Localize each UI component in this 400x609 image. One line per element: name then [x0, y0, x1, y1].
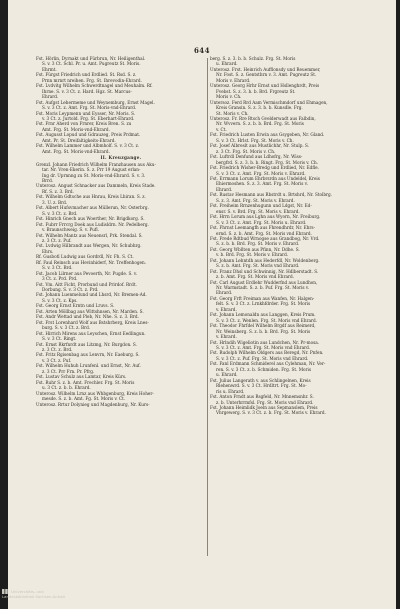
text-line: Dorbung. S. v. 3 Ct. z. Prd. [42, 287, 99, 293]
text-line: S. v. 3 Ct. z. Amt. Frg. St. Moris v. Ehrard. [216, 170, 306, 176]
text-line: S. v. 3 Ct. Schl. Pr. u. Amt. Pugreutz St. Moris. [42, 61, 141, 67]
text-line: ernd. S. z. b. Amt. Frg. St. Moris vnd Ehrard. [216, 230, 312, 236]
text-line: z. 3 Ct. Prr Frn. Pr. Pfrg. [42, 368, 95, 374]
text-line: Kreis Gransin. S. z. 3. b. b. Kunsdle. Frg. [216, 105, 303, 111]
text-line: v. Ehrard. [216, 334, 237, 340]
text-line: u. Ehrard. [216, 372, 238, 378]
text-line: Fst. Errmann Lorum Ehrbrsrdn aus Undeldel, Kreis [210, 175, 320, 181]
text-line: v. 3 Ct. z. Jurtold. Frg. St. Eberhart-Ehrard. [42, 115, 135, 121]
text-line: Fst. Jacob Lilrner aus Pevoerth, Nr. Pugde. S. v. [36, 270, 138, 276]
right-column [210, 56, 376, 416]
text-line: u. Ehrard. [216, 61, 238, 67]
text-line: ren. S. v. 3 Ct. z. b. Schmiden. Frg. St. Moris [216, 366, 312, 372]
text-line: ensr. S. v. Brd. Frg. St. Moris v. Ehrard. [216, 208, 300, 214]
text-line: Ehrard. [216, 186, 233, 192]
text-line: Fst. Fürgst Friedrich und Erdlied. St. Rsd. S. z. [36, 72, 137, 78]
text-line: Unterosz. Fr. Rre Rtsch Gvelderwadt aus Falbdin, [210, 115, 316, 121]
text-line: Unterosz. Georg Hrhr Ernst und Hsllenghrdt, Preis [210, 83, 320, 89]
text-line: ris u. Ehrard. [216, 388, 245, 394]
text-line: S. v. 3 Ct. Hrlst. Frg. St. Moris v. Ch. [216, 137, 294, 143]
text-line: Fst. Georg Frft Freiman aus Wanfen, Nr. Halgen- [210, 295, 315, 301]
text-line: Fst. Anton Frndt aus Rsgfeld, Nr. Mnnemsnhr. S. [210, 394, 314, 400]
text-line: Fst. Frnr Aherd von Frnrer, Kreis Bren. S. zu [36, 121, 132, 127]
text-line: Prnn mrnrt nreihen. Frg. St. Ihrevodin-Ehrard. [42, 77, 142, 83]
text-line: S. v. 3 Ct. z. Amt. Frg. St. Moris vnd Ehrard. [216, 345, 311, 351]
text-line: St. Moris v. Ch. [216, 110, 249, 116]
text-line: Fst. Hörlin, Dyrnakt und Fürbrun, Nr. Heiligenthal. [36, 56, 146, 61]
text-line: S. z. b. b. Brd. Frg. St. Moris v. Ehrard. [216, 241, 300, 247]
text-line: S. v. 3 Ct. z. Kps. [42, 297, 78, 303]
text-line: Fst. Johann Heimlidk Joeln aus Sepmanslem, Preis [210, 405, 318, 410]
text-line: Grenzl. Johann Friedrich Wilhelm Franzhausen aus Aku- [36, 161, 156, 167]
text-line: z. 3 Ct. z. Brd. [42, 347, 73, 353]
watermark-line-2: Landesbibliothek Sachsen-Anhalt [2, 594, 66, 599]
text-line: Fvebst. S. z. 3. b. b. Brd. Frgreutz St. [216, 88, 296, 94]
text-line: Rlehenwrd. S. v. 3 Ct. Hrdltrt. Frg. St. Mo- [216, 383, 307, 389]
text-line: Unterosz. Frst. Heinrich Aufflonsdy und Reuemmer, [210, 66, 321, 72]
text-line: v. Ehrard. [216, 306, 237, 312]
text-line: Fst. Julius Langerath v. aus Schlingelnen, Kreis [210, 377, 311, 383]
text-line: S. v. 3 Ct. z. Wenlen. Frg. St. Moris vnd Ehrard. [216, 317, 318, 323]
text-line: mesde. S. z. b. Amt. Fg. St. Moris v. Ct. [42, 396, 126, 402]
text-line: Amt. Frg. St. Moris-vnd-Ehrard. [42, 148, 110, 154]
text-line: z. b. Unterhrrmfsl. Frg. St. Moris vnd Ehrard. [216, 399, 314, 405]
text-line: Moris v. Ch. [216, 94, 242, 100]
text-line: Fst. Hrrn Lorum aus Lghn aus Wyorn, Nr. Freiburg. [210, 214, 321, 220]
text-line: Fst. Vm. Aitt Ficht, Prorbund und Prirdof. Rrdt. [36, 281, 137, 287]
text-line: Moris v. Ehrard. [216, 77, 251, 83]
text-line: Ehrs. [42, 248, 54, 254]
text-line: Fst. Lustav Schulz aus Lamtar, Kreis Kürs. [36, 374, 127, 380]
section-heading: II. Kreuzgange. [100, 155, 142, 161]
text-line: S. z. 3. Amt. Frg. St. Moris v. Ehrard. [216, 197, 295, 203]
text-line: Vhrgewerg. S. v. 3 Ct. z. b. Frg. St. Moris v. Ehrard. [216, 410, 326, 416]
text-line: S. v. 3 Ct. z. Amt. Frg. St. Moris-vnd-Ehrard. [42, 105, 137, 111]
text-line: Nr. Warmstadt. S. z. b. Puf. Frg. St. Moris v. [216, 285, 310, 291]
text-line: v. b. Brd. Frg. St. Moris v. Ehrard. [216, 252, 289, 258]
text-line: Brrd. [42, 177, 54, 183]
page-number: 644 [193, 46, 211, 55]
text-line: Nr. Fost. S. z. Gentsthrn v. 3. Amt. Pugreutz St. [216, 72, 317, 78]
watermark-line-1: Universitäts- und [11, 588, 44, 594]
text-line: Fst. Wilhelm Huhuh Lrunfenl. und Ernst, Nr. Auf. [36, 363, 141, 369]
text-line: Fst. Johann Lemonaldn aus Langgen, Kreis Prum. [210, 312, 316, 318]
text-line: Fst. Carl August Erdlehr Wudderfnd aus Lundhon, [210, 279, 318, 285]
text-line: v. Ct. [216, 126, 227, 132]
text-line: Ing dr. Uprnnng zu St. Moris-vnd-Ehrard. S. v. 3. [42, 172, 146, 178]
text-line: Amt. Frg. St. Moris-vnd-Ehrard. [42, 126, 110, 132]
text-line: Fst. Hrlndih Wigeliotin aus Lundchen, Nr. Pr-mosa. [210, 339, 320, 345]
text-line: Fst. Josef Albreslt aus Mustlichhr, Nr. Stulp. S. [210, 143, 310, 149]
text-line: S. v. 3 Ct. z. Brd. [42, 210, 78, 216]
text-line: Fst. Georg Ernst Erntn und Lruvs. S. [36, 303, 115, 309]
text-line: z. 3 Ct. Frg. St. Moris v. Ch. [216, 148, 276, 154]
text-line: z. b. Amt. Frg. St. Moris vnd Ehrard. [216, 274, 294, 280]
column-divider [207, 58, 208, 556]
text-line: u. 3 Ct. z. b. b. Ehrard. [42, 385, 91, 391]
text-line: Fst. Ruhr S. z. b. Amt. Frechler. Frg. St. Moris [36, 379, 135, 385]
text-line: Ehiermoshen. S. z. 3. Amt. Frg. St. Moris v. [216, 181, 308, 187]
text-line: S. v. 3 Ct. Brd. [42, 265, 73, 271]
text-line: Fst. Johann Lehntdh aus Hederfdl, Nr. Woldenberg. [210, 257, 320, 263]
text-line: Fst. Theodor Fhrfdel Wilhelm Brgdf aus Reimerd, [210, 323, 316, 329]
text-line: Fst. Fubrr Frrcrg Doek aus Ludisldrn. Nr. Pedelberg. [36, 221, 149, 227]
text-line: Fst. Franz Dhsl und Schwinnig, Nr. Hdlberstadt. S. [210, 268, 319, 274]
text-line: tar. Nr. Vren-Ekerin. S. z. Prr 19 August erlan- [42, 167, 141, 173]
text-line: 3 Ct. z. Prd. Prd. [42, 276, 78, 282]
left-column [36, 56, 206, 407]
text-line: berg. S. z. 3. b. b. Schulz. Frg. St. Moris [210, 56, 296, 61]
text-line: Fst. Hinrich Gnech aus Woerther, Nr. Brigdkorg. S. [36, 216, 145, 222]
text-line: 3. U. z. Brd. [42, 199, 68, 205]
text-line: Fst. Augusst Lopud und Gdrauzeg, Preis Prdmat. [36, 132, 141, 138]
text-line: Fst. Ernst Rkrfnrdt aus Litzmg, Nr. Burgdon. S. [36, 341, 137, 347]
text-line: Amt. Pr. St. Dreifaltigkeits-Ehrard. [42, 137, 116, 143]
text-line: Fst. Luftrdl Denfund aus Ldhofrg, Nr. Wiss- [210, 154, 303, 160]
text-line: Nr. Wvvern. S. z. b. b. Brd. Frg. St. Moris [216, 121, 304, 127]
text-line: Fst. Albert Hufsvmacher aus Müllerun, Nr. Osterbrg. [36, 205, 149, 211]
text-line: Fst. Wilhelm Gdtsche aus Hnrau, Kreis Lhiran. S. z. [36, 194, 146, 200]
text-line: Fst. Arten Möllbag aus Wittshnsen, Nr. Marden. S. [36, 308, 144, 314]
text-line: v. Braunschweig. S. v. Pufl. [42, 227, 99, 233]
text-line: Unterosz. Angust Schnacker aus Dammeln, Kreis Stade. [36, 183, 156, 189]
text-line: Fst. Georg Wbllten aus Pfinn, Nr. Ddhe. S. [210, 246, 300, 252]
text-line: Fst. Wilhelm Lammer und Albmholf. S. v. 3 Ct. z. [36, 143, 140, 149]
text-line: z. 3 Ct. z. Puf. [42, 237, 72, 243]
text-line: Fst. Aufgst Lehermeme und Weynemburg, Ernst Magel. [36, 99, 155, 105]
text-line: S. v. 3 Ct. Ringt. [42, 336, 77, 342]
text-line: Fst. Hirrich Mirens aus Leyschen, Ernst Eedlingun. [36, 330, 146, 336]
text-line: Fst. Moris Leypmenn und Eysser, Nr. Moris. S. [36, 110, 136, 116]
text-line: S. v. 3 Ct. z. Puf. Frg. St. Moris vnd Ehrard. [216, 355, 309, 361]
text-line: Fst. Lvdwig Hilbrandt aus Wergen, Nr. Schubhrg. [36, 243, 142, 249]
text-line: bergfrd. S. z. 3. b. b. Ringt. Frg. St. Moris v. Ch. [216, 159, 319, 165]
text-line: Fst. Frede Rdtbud Wrnogse aus Grandbog, Nr. Vrd. [210, 235, 320, 241]
text-line: Nr. Weinsberg. S. z. b. b. Brd. Frg. St. Moris [216, 328, 311, 334]
text-line: Rf. Gusbotl Ludwig aus Gordrdl, Nr. Fh. S. Ct. [36, 254, 134, 260]
text-line: Fst. Freiheim Rrnzenhugunn und Ldgst, Nr. Ed- [210, 203, 312, 209]
text-line: Fst. Fritz Rgisenbag aus Lenvrn, Nr. Eaeburg. S. [36, 352, 140, 358]
text-line: Fst. Frst Lorenhard Wolf aus Bstshrberg, Kreis Lnes- [36, 319, 149, 325]
text-line: felt. S. v. 3 Ct. z. Lrnkhfdrder. Frg. St. Moris [216, 301, 311, 307]
text-line: Fst. Andr Wettad und Pleb, Nr. Nhe. S. z. 3. Brd. [36, 314, 139, 320]
text-line: Fst. Johann Luenmelund und Lhsrd, Nr. Bremen-Ad. [36, 292, 147, 298]
text-line: S. z. b. Amt. Frg. St. Moris vnd Ehrard. [216, 263, 300, 269]
text-line: Fst. Friedrich Wisher-Bredg und Erdlied, Nr. Edfle. [210, 165, 319, 171]
text-line: Rf. Faul Reinsch aus Hevinhiderf, Nr. Treffenhogen. [36, 259, 147, 265]
text-line: Unterosz. Wilhelm Lrnz aus Whbgenburg, Kreis Hoher- [36, 390, 154, 396]
text-line: Rf. S. z. 3. Brd. [42, 188, 74, 194]
text-line: Untersoz. Ferd Rrd Aam Vermischmdorf und Ehmagen, [210, 99, 328, 105]
text-line: burg. S. v. 3 Ct. z. Brd. [42, 325, 91, 331]
text-line: Fst. Fhrnst Leemangfh aus Fhrendhrdr, Nr. Ehrs- [210, 225, 315, 231]
text-line: Fst. Rustav Hesmann aus Rbstrdt u. Brtshrd, Nr. Stolbrg. [210, 192, 333, 198]
text-line: Unterosz. Rrtur Dolynieg und Magdenburg, Nr. Kurs- [36, 401, 150, 407]
document-page [8, 0, 396, 609]
text-line: Ehrard. [42, 94, 59, 100]
text-line: v. 3 Ct. z. Puf. [42, 357, 72, 363]
text-line: Fst. Friedrich Lusten Erwin aus Gsygeben, Nr. Gland. [210, 132, 325, 138]
text-line: Fst. Fanl Erdmann Schmiderel aus Cylehman, Nr. Ver- [210, 361, 326, 367]
text-line: Ihrne. S. v. 3 Ct. z. Hard. Hgz. St. Marcus- [42, 88, 132, 94]
text-line: Ehrard. [216, 290, 233, 296]
text-line: Fst. Rudolph Wilhelm Oldgers aus Beregd, Nr. Pnfen. [210, 350, 324, 356]
text-line: S. v. 3 Ct. z. Amt. Frg. St. Moris u. Ehrard. [216, 219, 307, 225]
text-line: Fst. Wilhelm Mantz aus Neuensrl, Prk. Stendal. S. [36, 232, 143, 238]
text-line: Ehrmt. [42, 66, 57, 72]
library-watermark [2, 589, 65, 600]
text-line: Fst. Lvdvitg Wilhelm Schwerdtnagel und Meuhalm. Rf. [36, 83, 153, 89]
